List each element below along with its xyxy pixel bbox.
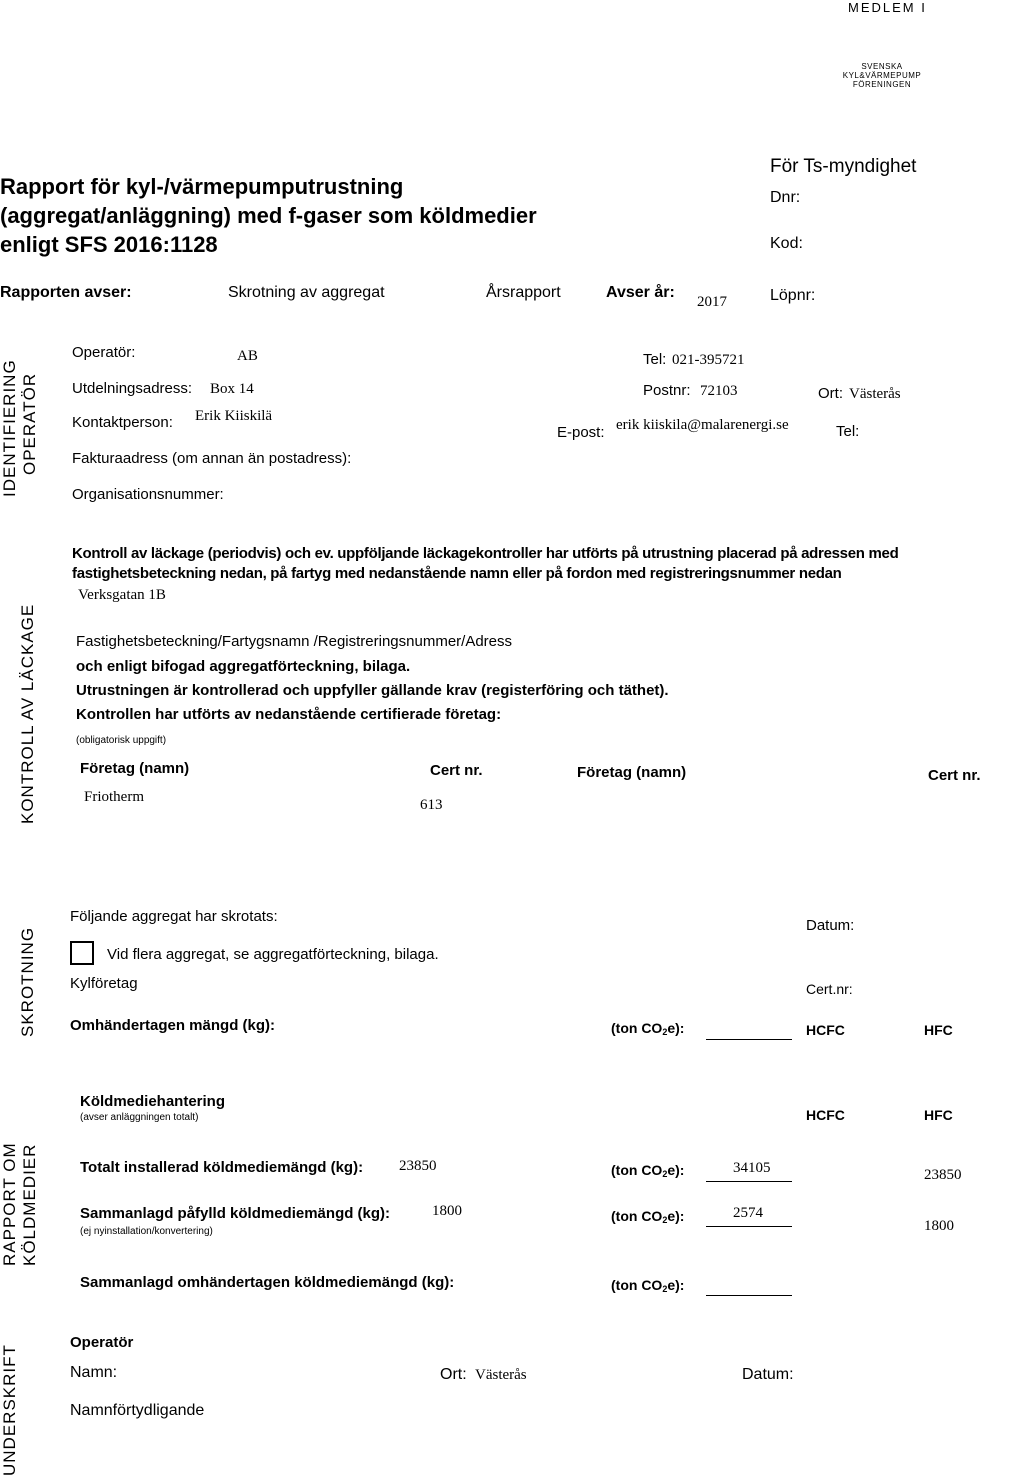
year-field[interactable]: 2017	[697, 294, 727, 310]
disposed-co2-label: (ton $CO_2e$):	[611, 1277, 685, 1294]
lopnr-label: Löpnr:	[770, 287, 816, 304]
section-signature-label: UNDERSKRIFT	[0, 1344, 19, 1476]
signature-date-label: Datum:	[742, 1366, 794, 1383]
refilled-co2-field[interactable]: 2574	[733, 1205, 763, 1221]
logo-line-3: FÖRENINGEN	[852, 80, 912, 89]
installed-co2-label: (ton $CO_2e$):	[611, 1162, 685, 1179]
email-field[interactable]: erik kiiskila@malarenergi.se	[616, 417, 789, 433]
section-operator-id-line-2: OPERATÖR	[20, 372, 39, 475]
section-refrigerant-line-2: KÖLDMEDIER	[20, 1143, 39, 1266]
section-refrigerant-report	[0, 1142, 40, 1266]
leak-intro-line-1: Kontroll av läckage (periodvis) och ev. uppföljande läckagekontroller har utförts på utrustning placerad på adressen med	[72, 545, 899, 562]
cert-header-2: Cert nr.	[928, 767, 981, 784]
site-address-field[interactable]: Verksgatan 1B	[78, 587, 166, 603]
section-leak-control	[18, 604, 38, 824]
address-label: Utdelningsadress:	[72, 380, 193, 397]
installed-hfc-field[interactable]: 23850	[924, 1167, 962, 1183]
postnr-label: Postnr:	[643, 382, 691, 399]
section-scrapping	[18, 927, 38, 1037]
disposed-amount-label: Omhändertagen mängd (kg):	[70, 1017, 276, 1034]
scrap-date-label: Datum:	[806, 917, 855, 934]
section-scrapping-label: SKROTNING	[18, 926, 37, 1037]
contact-label: Kontaktperson:	[72, 414, 173, 431]
tel2-label: Tel:	[836, 423, 860, 440]
tel-field[interactable]: 021-395721	[672, 352, 745, 368]
title-line-2: (aggregat/anläggning) med f-gaser som köldmedier	[0, 203, 537, 228]
signature-heading: Operatör	[70, 1334, 134, 1351]
refrigerant-heading-note: (avser anläggningen totalt)	[80, 1112, 199, 1123]
section-operator-id-line-1: IDENTIFIERING	[0, 359, 19, 497]
refrigerant-hfc-header: HFC	[924, 1107, 953, 1123]
contact-field[interactable]: Erik Kiiskilä	[195, 408, 273, 424]
installed-amount-label: Totalt installerad köldmediemängd (kg):	[80, 1159, 364, 1176]
refilled-co2-label: (ton $CO_2e$):	[611, 1208, 685, 1225]
association-logo	[836, 62, 928, 89]
refilled-amount-field[interactable]: 1800	[432, 1203, 462, 1219]
installed-amount-field[interactable]: 23850	[399, 1158, 437, 1174]
refilled-co2-underline	[706, 1226, 792, 1227]
company-header-2: Företag (namn)	[577, 764, 687, 781]
email-label: E-post:	[557, 424, 605, 441]
scrap-co2-field[interactable]	[706, 1039, 792, 1040]
refilled-hfc-field[interactable]: 1800	[924, 1218, 954, 1234]
multiple-units-label: Vid flera aggregat, se aggregatförteckning, bilaga.	[107, 946, 439, 963]
refrigeration-company-label: Kylföretag	[70, 975, 138, 992]
disposed-co2-field[interactable]	[706, 1295, 792, 1296]
refilled-amount-label: Sammanlagd påfylld köldmediemängd (kg):	[80, 1205, 391, 1222]
refrigerant-heading: Köldmediehantering	[80, 1093, 226, 1110]
installed-co2-underline	[706, 1181, 792, 1182]
operator-label: Operatör:	[72, 344, 136, 361]
address-field[interactable]: Box 14	[210, 381, 254, 397]
scrapping-option[interactable]: Skrotning av aggregat	[228, 284, 385, 301]
report-scope-label: Rapporten avser:	[0, 284, 132, 301]
disposed-total-label: Sammanlagd omhändertagen köldmediemängd (kg):	[80, 1274, 455, 1291]
invoice-address-label: Fakturaadress (om annan än postadress):	[72, 450, 352, 467]
kod-label: Kod:	[770, 235, 803, 252]
ort-field[interactable]: Västerås	[849, 386, 901, 402]
installed-co2-field[interactable]: 34105	[733, 1160, 771, 1176]
scrap-co2-label: (ton $CO_2e$):	[611, 1020, 685, 1037]
refilled-amount-note: (ej nyinstallation/konvertering)	[80, 1226, 213, 1237]
name-clarification-label: Namnförtydligande	[70, 1402, 205, 1419]
section-leak-control-label: KONTROLL AV LÄCKAGE	[18, 603, 37, 824]
cert-field[interactable]: 613	[420, 797, 443, 813]
scrap-hfc-header: HFC	[924, 1022, 953, 1038]
equipment-checked-statement: Utrustningen är kontrollerad och uppfyller gällande krav (registerföring och täthet).	[76, 682, 669, 699]
section-operator-id	[0, 359, 40, 497]
cert-header: Cert nr.	[430, 762, 483, 779]
signature-ort-field[interactable]: Västerås	[475, 1367, 527, 1383]
year-label: Avser år:	[606, 284, 675, 301]
title-line-1: Rapport för kyl-/värmepumputrustning	[0, 174, 404, 199]
section-refrigerant-line-1: RAPPORT OM	[0, 1142, 19, 1266]
section-signature	[0, 1344, 20, 1476]
scrap-cert-label: Cert.nr:	[806, 981, 853, 997]
postnr-field[interactable]: 72103	[700, 383, 738, 399]
tel-label: Tel:	[643, 351, 667, 368]
signature-ort-label: Ort:	[440, 1366, 467, 1383]
org-number-label: Organisationsnummer:	[72, 486, 224, 503]
member-label: MEDLEM I	[848, 0, 927, 15]
form-title	[0, 172, 537, 259]
refrigerant-hcfc-header: HCFC	[806, 1107, 845, 1123]
company-header: Företag (namn)	[80, 760, 190, 777]
annual-report-option[interactable]: Årsrapport	[486, 284, 561, 301]
ort-label: Ort:	[818, 385, 843, 402]
scrap-hcfc-header: HCFC	[806, 1022, 845, 1038]
logo-line-1: SVENSKA	[861, 62, 903, 71]
certified-company-statement: Kontrollen har utförts av nedanstående certifierade företag:	[76, 706, 502, 723]
leak-intro-line-2: fastighetsbeteckning nedan, på fartyg med nedanstående namn eller på fordon med registreringsnummer nedan	[72, 565, 842, 582]
multiple-units-checkbox[interactable]	[70, 941, 94, 965]
scrapped-units-intro: Följande aggregat har skrotats:	[70, 908, 278, 925]
site-address-caption: Fastighetsbeteckning/Fartygsnamn /Registreringsnummer/Adress	[76, 633, 513, 650]
signature-name-label: Namn:	[70, 1364, 118, 1381]
unit-list-note: och enligt bifogad aggregatförteckning, bilaga.	[76, 658, 411, 675]
operator-field[interactable]: AB	[237, 348, 258, 364]
title-line-3: enligt SFS 2016:1128	[0, 232, 218, 257]
dnr-label: Dnr:	[770, 189, 801, 206]
authority-heading: För Ts-myndighet	[770, 156, 917, 177]
mandatory-note: (obligatorisk uppgift)	[76, 735, 167, 746]
company-field[interactable]: Friotherm	[84, 789, 144, 805]
logo-line-2: KYL&VÄRMEPUMP	[842, 71, 922, 80]
